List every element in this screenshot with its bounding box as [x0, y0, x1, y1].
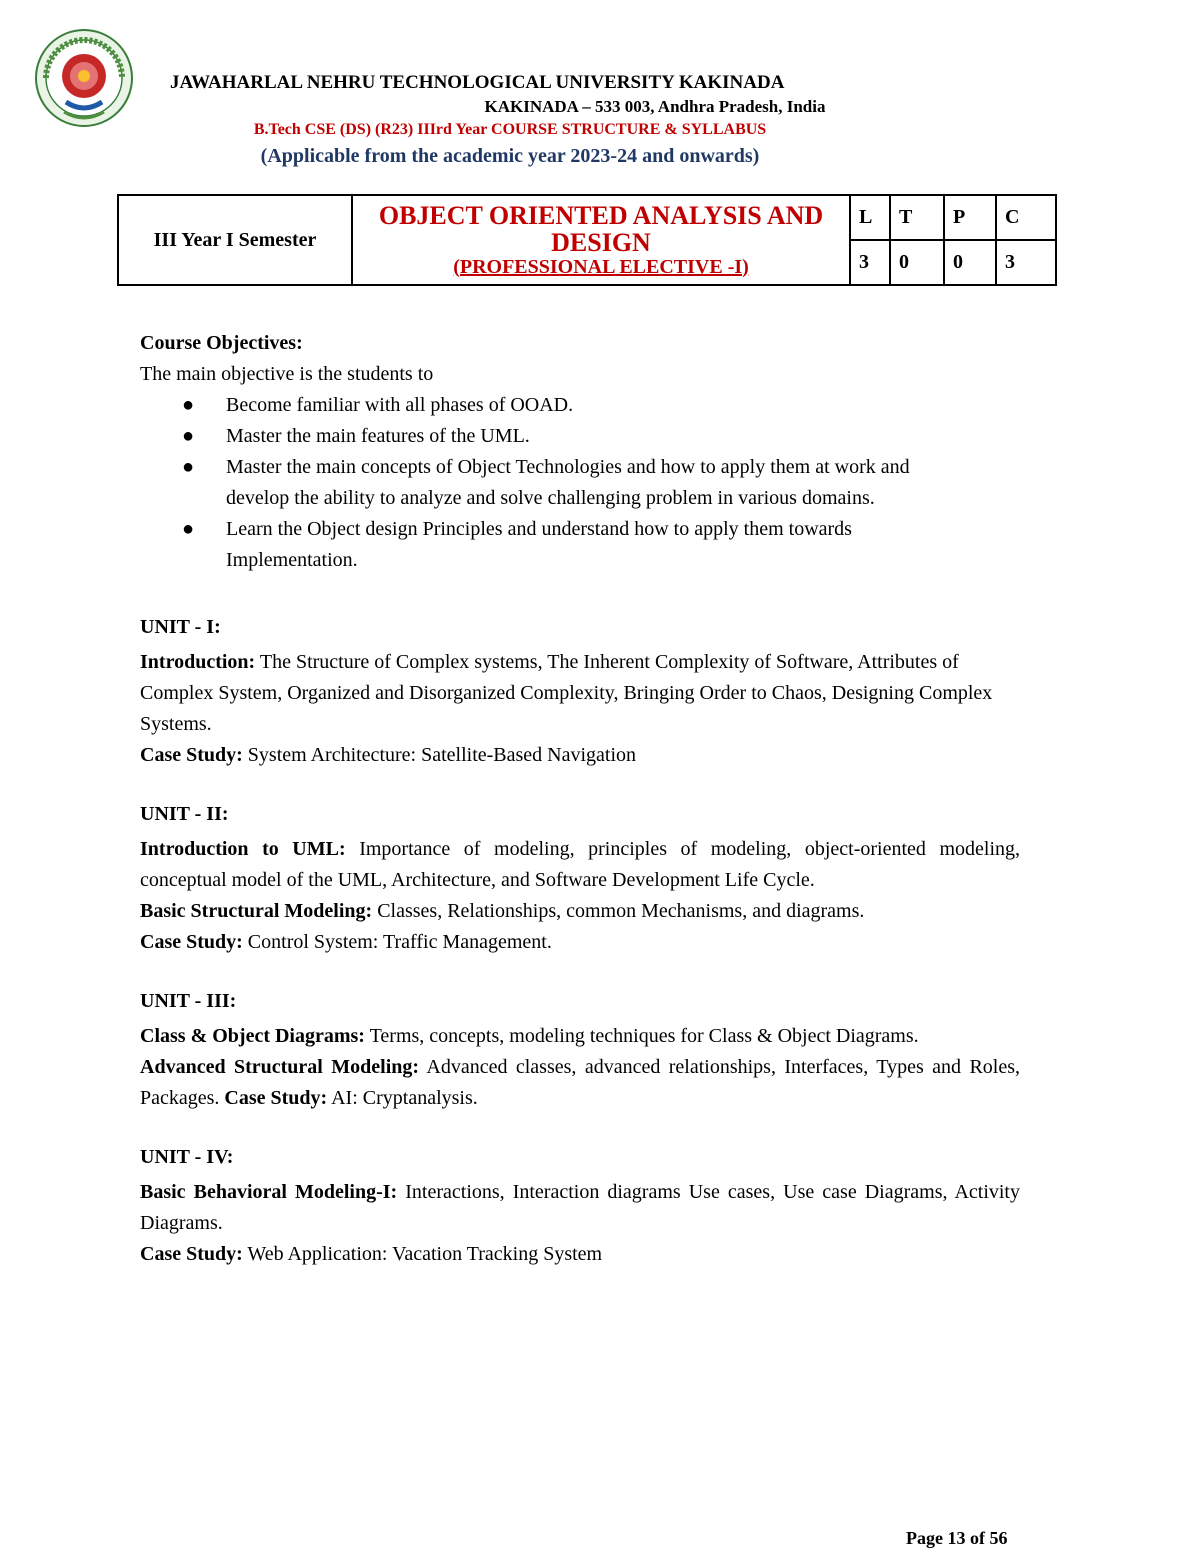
objectives-heading: Course Objectives: [140, 332, 303, 354]
list-item [182, 514, 980, 576]
para-text: Terms, concepts, modeling techniques for Class & Object Diagrams. [364, 1025, 919, 1047]
university-address: KAKINADA – 533 003, Andhra Pradesh, India [484, 97, 826, 116]
syllabus-body [140, 328, 1020, 1270]
objectives-list [140, 390, 1020, 576]
unit-paragraph [140, 834, 1020, 896]
bullet-icon: ● [182, 456, 195, 478]
course-title-cell [352, 195, 850, 285]
program-title: B.Tech CSE (DS) (R23) IIIrd Year COURSE STRUCTURE & SYLLABUS [253, 121, 767, 138]
course-title: OBJECT ORIENTED ANALYSIS AND DESIGN [378, 201, 824, 258]
course-table [117, 194, 1057, 286]
objective-text: Master the main features of the UML. [226, 425, 530, 447]
para-text: Web Application: Vacation Tracking System [242, 1243, 603, 1265]
para-text: Interactions, Interaction diagrams Use cases, Use case Diagrams, Activity Diagrams. [140, 1181, 1020, 1234]
unit-heading: UNIT - III: [140, 990, 237, 1012]
semester-cell: III Year I Semester [118, 195, 352, 285]
para-lead: Case Study: [140, 931, 243, 953]
unit-paragraph [140, 1052, 1020, 1114]
course-subtitle: (PROFESSIONAL ELECTIVE -I) [453, 255, 749, 278]
bullet-icon: ● [182, 518, 195, 540]
para-lead: Case Study: [140, 1243, 243, 1265]
objective-text: Become familiar with all phases of OOAD. [226, 394, 574, 416]
header-c: C [996, 195, 1056, 240]
objective-text: Learn the Object design Principles and understand how to apply them towards Implementation. [226, 518, 852, 571]
unit-paragraph [140, 1177, 1020, 1239]
value-t: 0 [890, 240, 944, 285]
unit-heading: UNIT - II: [140, 803, 229, 825]
bullet-icon: ● [182, 394, 195, 416]
header-p: P [944, 195, 996, 240]
header-t: T [890, 195, 944, 240]
para-text: Importance of modeling, principles of modeling, object-oriented modeling, conceptual model of the UML, Architecture, and Software Development Life Cycle. [140, 838, 1021, 891]
para-lead: Introduction to UML: [140, 838, 346, 860]
para-lead: Class & Object Diagrams: [140, 1025, 365, 1047]
para-lead: Case Study: [224, 1087, 328, 1109]
header-l: L [850, 195, 890, 240]
objective-text: Master the main concepts of Object Technologies and how to apply them at work and develop the ability to analyze and solve challenging problem in various domains. [226, 456, 910, 509]
unit-paragraph [140, 647, 1020, 740]
value-c: 3 [996, 240, 1056, 285]
unit-paragraph [140, 1021, 1020, 1052]
para-lead: Basic Structural Modeling: [140, 900, 373, 922]
bullet-icon: ● [182, 425, 195, 447]
unit-paragraph [140, 1239, 1020, 1270]
applicable-note: (Applicable from the academic year 2023-24 and onwards) [260, 145, 760, 167]
para-lead: Basic Behavioral Modeling-I: [140, 1181, 398, 1203]
objectives-intro: The main objective is the students to [140, 363, 434, 385]
para-text: The Structure of Complex systems, The Inherent Complexity of Software, Attributes of Complex System, Organized and Disorganized Complexity, Bringing Order to Chaos, Designing Complex Systems. [140, 651, 993, 735]
unit-heading: UNIT - IV: [140, 1146, 234, 1168]
unit-paragraph [140, 896, 1020, 927]
unit-paragraph [140, 927, 1020, 958]
para-lead: Case Study: [140, 744, 243, 766]
value-l: 3 [850, 240, 890, 285]
unit-paragraph [140, 740, 1020, 771]
para-text: System Architecture: Satellite-Based Navigation [242, 744, 637, 766]
page-number: Page 13 of 56 [906, 1528, 1008, 1548]
value-p: 0 [944, 240, 996, 285]
para-text: Classes, Relationships, common Mechanisms, and diagrams. [372, 900, 865, 922]
para-text: AI: Cryptanalysis. [327, 1087, 478, 1109]
para-text: Control System: Traffic Management. [242, 931, 552, 953]
university-name: JAWAHARLAL NEHRU TECHNOLOGICAL UNIVERSITY KAKINADA [170, 72, 785, 93]
para-text: Advanced classes, advanced relationships, Interfaces, Types and Roles, Packages. [140, 1056, 1021, 1109]
list-item [182, 452, 940, 514]
para-lead: Introduction: [140, 651, 256, 673]
unit-heading: UNIT - I: [140, 616, 221, 638]
list-item [182, 390, 1020, 421]
para-lead: Advanced Structural Modeling: [140, 1056, 420, 1078]
list-item [182, 421, 1020, 452]
